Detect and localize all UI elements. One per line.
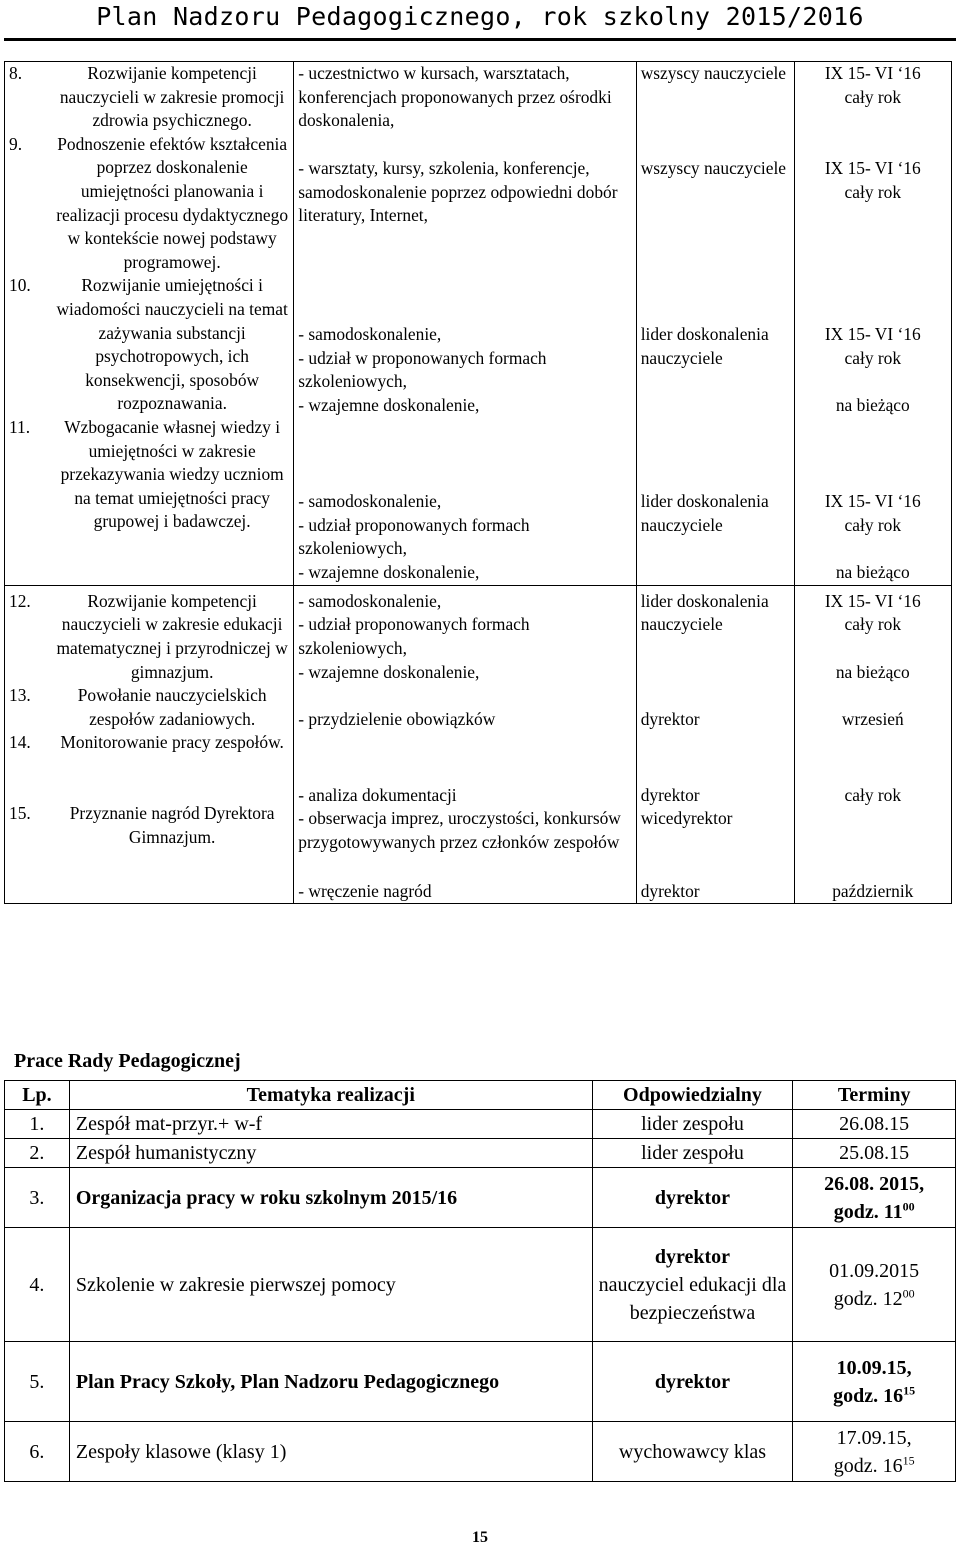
term-date: 01.09.2015: [829, 1259, 920, 1282]
forms-line: - wzajemne doskonalenie,: [298, 394, 480, 415]
responsible-secondary: nauczyciel edukacji dla bezpieczeństwa: [598, 1273, 787, 1324]
forms-line: - wzajemne doskonalenie,: [298, 561, 480, 582]
row-topic: Organizacja pracy w roku szkolnym 2015/16: [69, 1168, 592, 1228]
term-date: 10.09.15,: [836, 1356, 912, 1379]
column-header: Odpowiedzialny: [592, 1081, 793, 1110]
task-item: [9, 416, 289, 534]
row-number: 5.: [5, 1342, 70, 1422]
task-item: [9, 802, 289, 849]
row-number: 2.: [5, 1139, 70, 1168]
row-topic: Zespół humanistyczny: [69, 1139, 592, 1168]
task-text: Rozwijanie kompetencji nauczycieli w zakresie promocji zdrowia psychicznego.: [59, 63, 285, 131]
task-text: Monitorowanie pracy zespołów.: [60, 732, 284, 753]
row-number: 1.: [5, 1110, 70, 1139]
forms-line: - samodoskonalenie,: [298, 324, 442, 344]
responsible-primary: dyrektor: [654, 1245, 731, 1268]
term-line: październik: [832, 880, 914, 901]
forms-line: - samodoskonalenie,: [298, 491, 442, 511]
responsible-text: dyrektor: [640, 708, 700, 729]
term-time: godz. $12^{00}$: [833, 1285, 915, 1310]
row-responsible: lider zespołu: [592, 1139, 793, 1168]
table-row: [5, 585, 952, 904]
forms-line: - przydzielenie obowiązków: [298, 708, 496, 729]
row-number: 6.: [5, 1422, 70, 1482]
term-line: na bieżąco: [835, 395, 910, 416]
task-text: Rozwijanie umiejętności i wiadomości nauczycieli na temat zażywania substancji psychotropowych, ich konsekwencji, sposobów rozpoznawania.: [56, 275, 288, 414]
term-line: cały rok: [844, 86, 902, 107]
term-line: IX 15- VI ‘16: [824, 590, 921, 611]
responsible-text: lider doskonalenia nauczyciele: [640, 590, 769, 635]
row-responsible: lider zespołu: [592, 1110, 793, 1139]
term-line: cały rok: [844, 614, 902, 635]
row-topic: Szkolenie w zakresie pierwszej pomocy: [69, 1228, 592, 1342]
forms-block: [298, 784, 631, 880]
responsible-text: wszyscy nauczyciele: [640, 158, 787, 178]
task-text: Powołanie nauczycielskich zespołów zadaniowych.: [77, 685, 267, 729]
row-term: 25.08.15: [793, 1139, 956, 1168]
term-line: IX 15- VI ‘16: [824, 491, 921, 511]
task-item: [9, 274, 289, 416]
forms-line: - wzajemne doskonalenie,: [298, 661, 480, 682]
responsible-block: [641, 784, 790, 880]
row-responsible: dyrektor: [592, 1342, 793, 1422]
terms-cell: [794, 62, 951, 586]
row-responsible: wychowawcy klas: [592, 1422, 793, 1482]
forms-line: - udział proponowanych formach szkoleniowych,: [298, 614, 530, 658]
row-term: [793, 1342, 956, 1422]
forms-line: - udział w proponowanych formach szkoleniowych,: [298, 347, 547, 392]
column-header: Lp.: [5, 1081, 70, 1110]
forms-block: [298, 157, 631, 323]
term-time: godz. $11^{00}$: [833, 1198, 915, 1223]
section-title: Prace Rady Pedagogicznej: [14, 1050, 241, 1072]
task-number: 13.: [9, 685, 31, 706]
task-cell: [5, 62, 294, 586]
task-number: 9.: [9, 133, 23, 154]
task-number: 11.: [9, 416, 31, 437]
task-number: 12.: [9, 590, 31, 611]
row-responsible: [592, 1228, 793, 1342]
task-item: [9, 684, 289, 731]
responsible-cell: [636, 62, 794, 586]
row-topic: Zespoły klasowe (klasy 1): [69, 1422, 592, 1482]
term-time: godz. $16^{15}$: [833, 1382, 916, 1407]
terms-cell: [794, 585, 951, 904]
responsible-cell: [636, 585, 794, 904]
term-line: cały rok: [844, 514, 902, 535]
forms-block: [298, 323, 631, 490]
responsible-text: dyrektor: [640, 784, 700, 805]
terms-block: [799, 490, 947, 585]
terms-block: [799, 157, 947, 323]
supervision-plan-table: [4, 61, 952, 904]
task-text: Rozwijanie kompetencji nauczycieli w zakresie edukacji matematycznej i przyrodniczej w gimnazjum.: [56, 590, 288, 682]
forms-line: - analiza dokumentacji: [298, 784, 457, 805]
header-rule: [4, 38, 956, 41]
forms-line: - udział proponowanych formach szkoleniowych,: [298, 514, 530, 559]
page-number: 15: [472, 1529, 488, 1546]
forms-block: [298, 62, 631, 157]
term-line: IX 15- VI ‘16: [824, 158, 921, 178]
table-row: [5, 1168, 956, 1228]
term-line: cały rok: [844, 784, 902, 805]
table-row: [5, 62, 952, 586]
terms-block: [799, 62, 947, 157]
task-cell: [5, 585, 294, 904]
task-item: [9, 133, 289, 275]
row-term: [793, 1422, 956, 1482]
row-term: [793, 1228, 956, 1342]
responsible-text: wicedyrektor: [640, 808, 733, 829]
task-text: Przyznanie nagród Dyrektora Gimnazjum.: [69, 803, 275, 847]
forms-line: - uczestnictwo w kursach, warsztatach, konferencjach proponowanych przez ośrodki doskonalenia,: [298, 63, 612, 131]
forms-block: [298, 880, 631, 904]
forms-block: [298, 708, 631, 784]
task-text: Podnoszenie efektów kształcenia poprzez doskonalenie umiejętności planowania i realizacji procesu dydaktycznego w kontekście nowej podstawy programowej.: [56, 133, 289, 272]
table-row: [5, 1139, 956, 1168]
term-line: wrzesień: [841, 708, 904, 729]
term-line: cały rok: [844, 347, 902, 368]
responsible-text: wszyscy nauczyciele: [640, 63, 787, 83]
task-number: 14.: [9, 732, 31, 753]
responsible-text: dyrektor: [640, 880, 700, 901]
table-header-row: [5, 1081, 956, 1110]
task-number: 8.: [9, 63, 23, 83]
task-item: [9, 590, 289, 684]
forms-block: [298, 490, 631, 584]
term-line: IX 15- VI ‘16: [824, 324, 921, 344]
task-text: Wzbogacanie własnej wiedzy i umiejętności w zakresie przekazywania wiedzy uczniom na temat umiejętności pracy grupowej i badawczej.: [60, 416, 284, 532]
forms-line: - obserwacja imprez, uroczystości, konkursów przygotowywanych przez członków zespołów: [298, 808, 621, 852]
row-topic: Zespół mat-przyr.+ w-f: [69, 1110, 592, 1139]
column-header: Terminy: [793, 1081, 956, 1110]
term-line: na bieżąco: [835, 661, 910, 682]
term-line: IX 15- VI ‘16: [824, 63, 921, 83]
row-responsible: dyrektor: [592, 1168, 793, 1228]
task-number: 10.: [9, 275, 31, 296]
table-row: [5, 1342, 956, 1422]
forms-line: - wręczenie nagród: [298, 880, 432, 901]
task-number: 15.: [9, 803, 31, 824]
terms-block: [799, 323, 947, 490]
term-time: godz. $16^{15}$: [833, 1452, 915, 1477]
terms-block: [799, 590, 947, 708]
term-date: 26.08. 2015,: [824, 1172, 925, 1195]
row-topic: Plan Pracy Szkoły, Plan Nadzoru Pedagogicznego: [69, 1342, 592, 1422]
forms-line: - samodoskonalenie,: [298, 590, 442, 611]
table-row: [5, 1228, 956, 1342]
column-header: Tematyka realizacji: [69, 1081, 592, 1110]
responsible-text: lider doskonalenia nauczyciele: [640, 491, 769, 535]
forms-cell: [294, 62, 636, 586]
forms-block: [298, 590, 631, 708]
task-item: [9, 62, 289, 133]
table-row: [5, 1110, 956, 1139]
term-line: na bieżąco: [835, 562, 910, 583]
row-number: 4.: [5, 1228, 70, 1342]
forms-line: - warsztaty, kursy, szkolenia, konferencje, samodoskonalenie poprzez odpowiedni dobór literatury, Internet,: [298, 158, 618, 226]
term-date: 17.09.15,: [836, 1426, 912, 1449]
row-term: 26.08.15: [793, 1110, 956, 1139]
term-line: cały rok: [844, 181, 902, 202]
council-work-table: [4, 1080, 956, 1482]
row-number: 3.: [5, 1168, 70, 1228]
task-item: [9, 731, 289, 802]
forms-cell: [294, 585, 636, 904]
page-header-title: Plan Nadzoru Pedagogicznego, rok szkolny 2015/2016: [96, 2, 864, 31]
row-term: [793, 1168, 956, 1228]
table-row: [5, 1422, 956, 1482]
responsible-text: lider doskonalenia nauczyciele: [640, 324, 769, 368]
